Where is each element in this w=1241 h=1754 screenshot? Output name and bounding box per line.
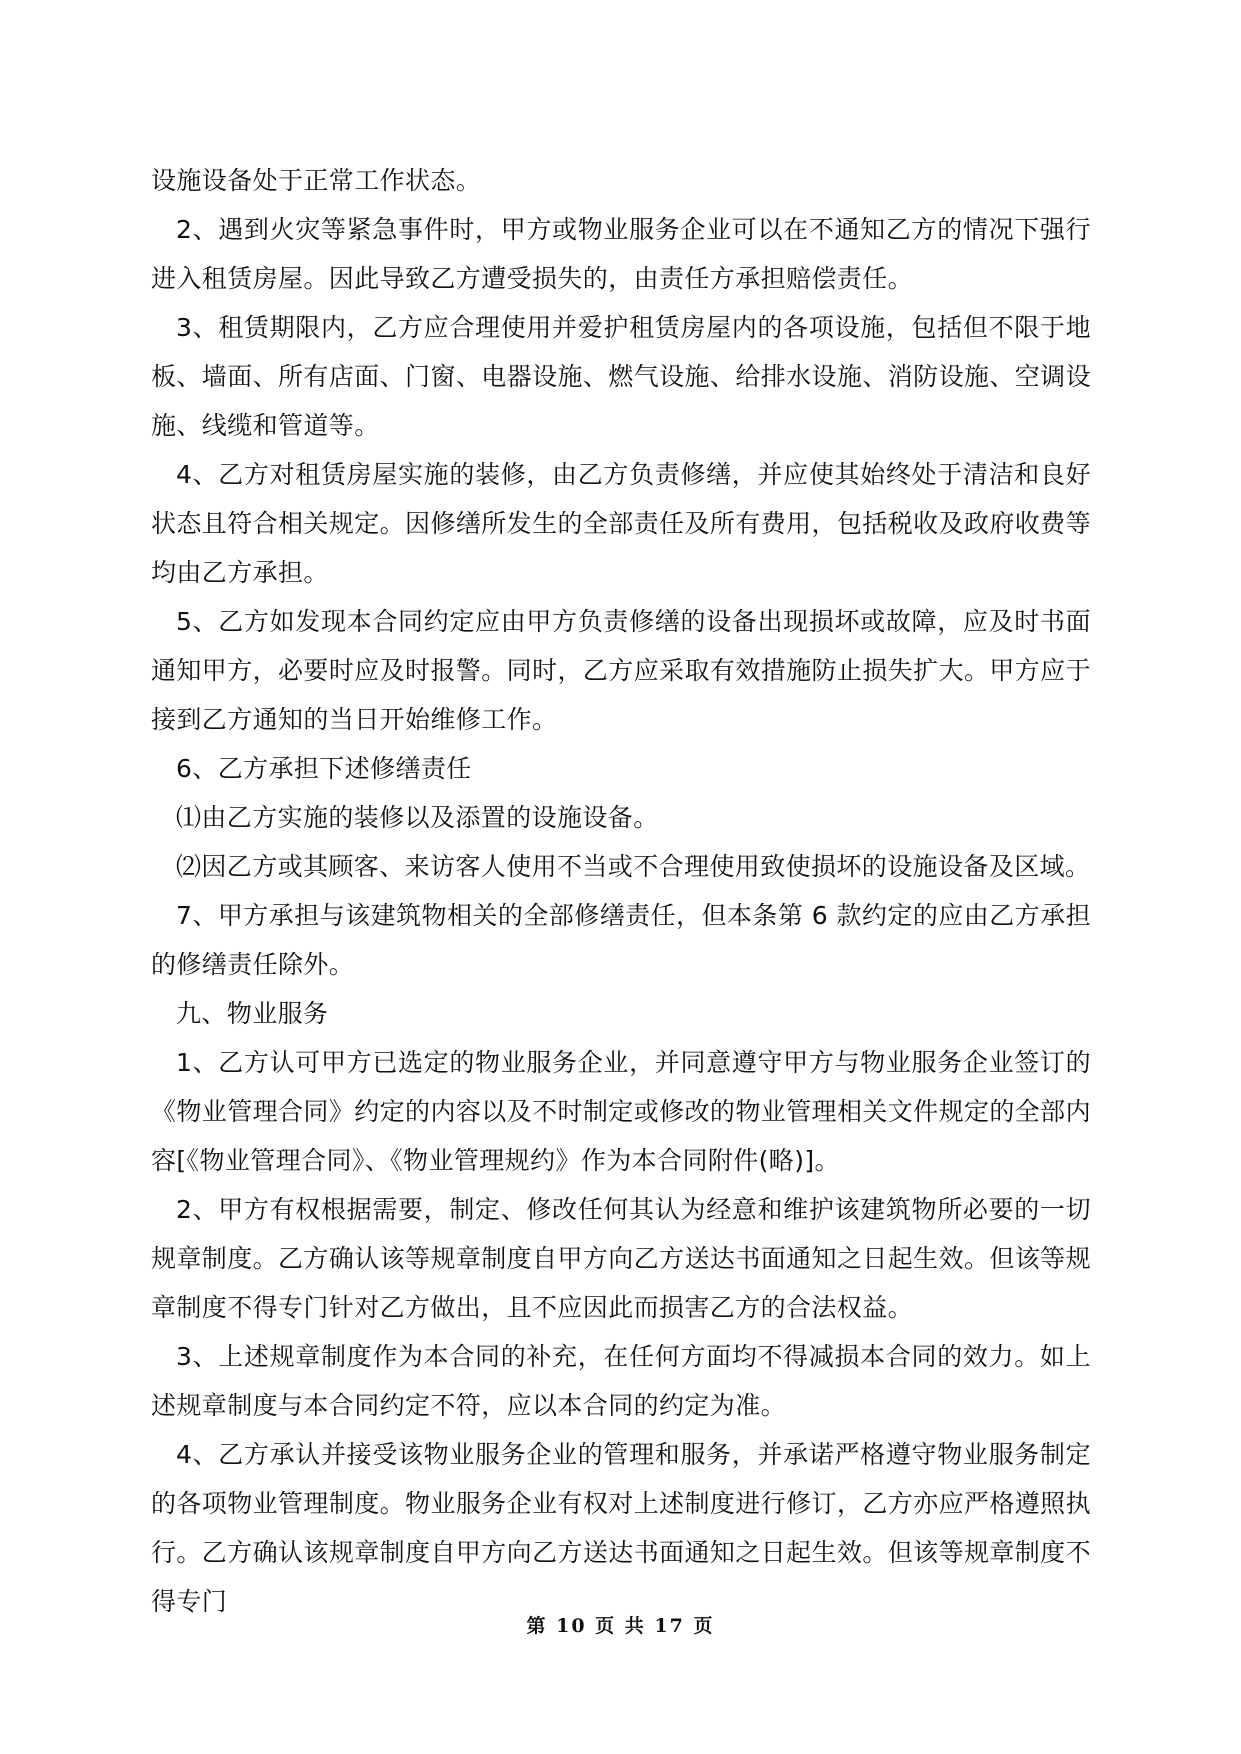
paragraph: 3、上述规章制度作为本合同的补充，在任何方面均不得减损本合同的效力。如上述规章制度与本合同约定不符，应以本合同的约定为准。 [151, 1342, 1091, 1420]
paragraph: ⑵因乙方或其顾客、来访客人使用不当或不合理使用致使损坏的设施设备及区域。 [176, 852, 1091, 881]
paragraph: ⑴由乙方实施的装修以及添置的设施设备。 [176, 803, 659, 832]
paragraph: 7、甲方承担与该建筑物相关的全部修缮责任，但本条第 6 款约定的应由乙方承担的修缮责任除外。 [151, 901, 1091, 979]
paragraph: 4、乙方承认并接受该物业服务企业的管理和服务，并承诺严格遵守物业服务制定的各项物业管理制度。物业服务企业有权对上述制度进行修订，乙方亦应严格遵照执行。乙方确认该规章制度自甲方向乙方送达书面通知之日起生效。但该等规章制度不得专门 [151, 1440, 1091, 1616]
paragraph: 2、甲方有权根据需要，制定、修改任何其认为经意和维护该建筑物所必要的一切规章制度。乙方确认该等规章制度自甲方向乙方送达书面通知之日起生效。但该等规章制度不得专门针对乙方做出，且不应因此而损害乙方的合法权益。 [151, 1195, 1091, 1322]
paragraph: 6、乙方承担下述修缮责任 [176, 754, 472, 783]
paragraph: 5、乙方如发现本合同约定应由甲方负责修缮的设备出现损坏或故障，应及时书面通知甲方，必要时应及时报警。同时，乙方应采取有效措施防止损失扩大。甲方应于接到乙方通知的当日开始维修工作。 [151, 607, 1091, 734]
paragraph: 1、乙方认可甲方已选定的物业服务企业，并同意遵守甲方与物业服务企业签订的《物业管理合同》约定的内容以及不时制定或修改的物业管理相关文件规定的全部内容[《物业管理合同》、《物业管理规约》作为本合同附件(略)]。 [151, 1048, 1091, 1175]
paragraph: 4、乙方对租赁房屋实施的装修，由乙方负责修缮，并应使其始终处于清洁和良好状态且符合相关规定。因修缮所发生的全部责任及所有费用，包括税收及政府收费等均由乙方承担。 [151, 460, 1091, 587]
section-heading: 九、物业服务 [176, 999, 329, 1028]
paragraph: 3、租赁期限内，乙方应合理使用并爱护租赁房屋内的各项设施，包括但不限于地板、墙面、所有店面、门窗、电器设施、燃气设施、给排水设施、消防设施、空调设施、线缆和管道等。 [151, 313, 1091, 440]
page-number-footer: 第 10 页 共 17 页 [526, 1615, 715, 1637]
paragraph: 2、遇到火灾等紧急事件时，甲方或物业服务企业可以在不通知乙方的情况下强行进入租赁房屋。因此导致乙方遭受损失的，由责任方承担赔偿责任。 [151, 215, 1091, 293]
document-body [151, 156, 1091, 1626]
paragraph: 设施设备处于正常工作状态。 [151, 166, 482, 195]
